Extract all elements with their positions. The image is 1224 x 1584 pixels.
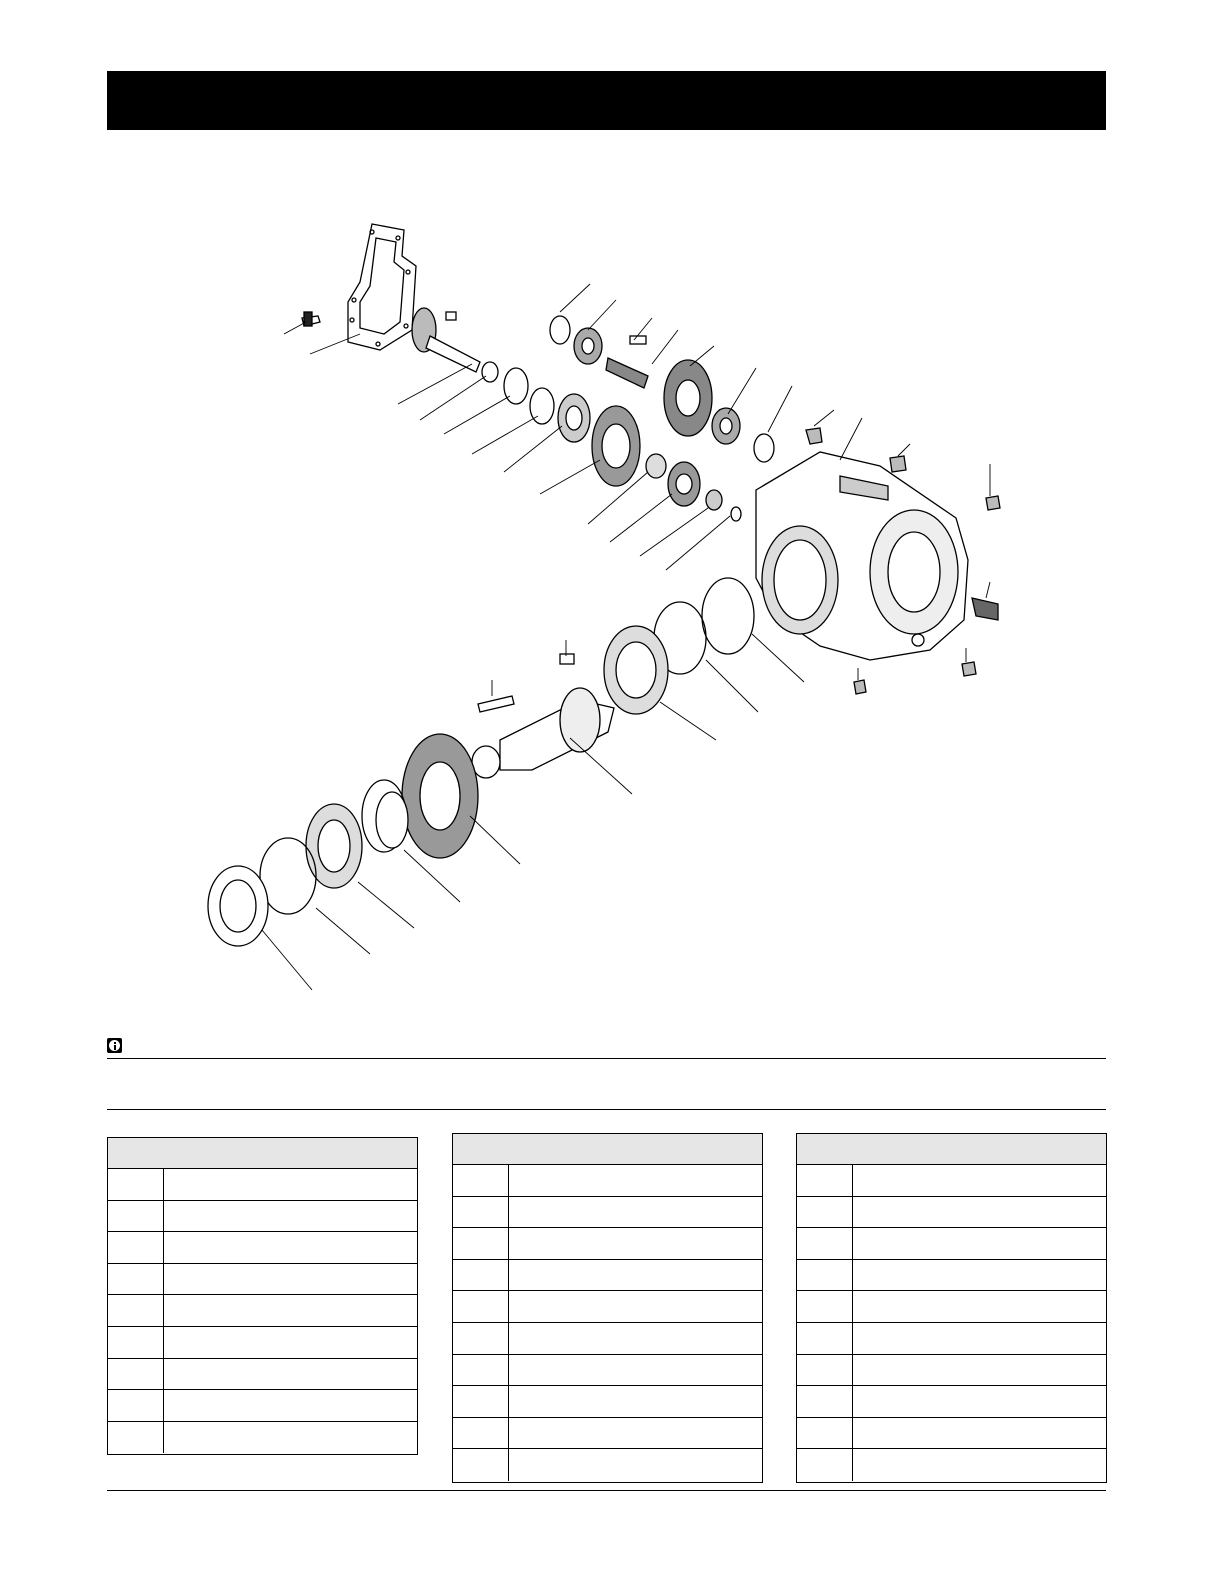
- table-row: [453, 1165, 762, 1197]
- table-row: [453, 1260, 762, 1292]
- table-row: [108, 1390, 417, 1422]
- table-row: [108, 1201, 417, 1233]
- table-row: [453, 1355, 762, 1387]
- table-row: [797, 1386, 1106, 1418]
- parts-table-2: [452, 1133, 763, 1483]
- parts-table-header: [453, 1134, 762, 1165]
- table-row: [797, 1418, 1106, 1450]
- table-row: [453, 1291, 762, 1323]
- table-row: [797, 1323, 1106, 1355]
- parts-table-header: [108, 1138, 417, 1169]
- footer-rule: [107, 1490, 1106, 1491]
- table-row: [453, 1197, 762, 1229]
- gear-housing: [756, 452, 968, 660]
- table-row: [453, 1386, 762, 1418]
- table-row: [797, 1449, 1106, 1481]
- table-row: [108, 1327, 417, 1359]
- pinion-shaft: [412, 308, 480, 372]
- table-row: [108, 1169, 417, 1201]
- gasket-plate: [348, 224, 416, 350]
- table-row: [797, 1355, 1106, 1387]
- table-row: [797, 1291, 1106, 1323]
- table-row: [797, 1228, 1106, 1260]
- parts-table-1: [107, 1137, 418, 1455]
- table-row: [108, 1295, 417, 1327]
- table-row: [453, 1323, 762, 1355]
- bolt: [302, 312, 320, 326]
- table-row: [108, 1232, 417, 1264]
- note-top-rule: [107, 1058, 1106, 1059]
- table-row: [797, 1197, 1106, 1229]
- table-row: [797, 1165, 1106, 1197]
- table-row: [797, 1260, 1106, 1292]
- table-row: [108, 1359, 417, 1391]
- output-shaft-assembly: [208, 578, 754, 946]
- info-icon: [107, 1038, 122, 1053]
- table-row: [453, 1228, 762, 1260]
- table-row: [453, 1418, 762, 1450]
- table-row: [108, 1264, 417, 1296]
- parts-table-header: [797, 1134, 1106, 1165]
- parts-table-3: [796, 1133, 1107, 1483]
- note-bottom-rule: [107, 1109, 1106, 1110]
- table-row: [108, 1422, 417, 1454]
- table-row: [453, 1449, 762, 1481]
